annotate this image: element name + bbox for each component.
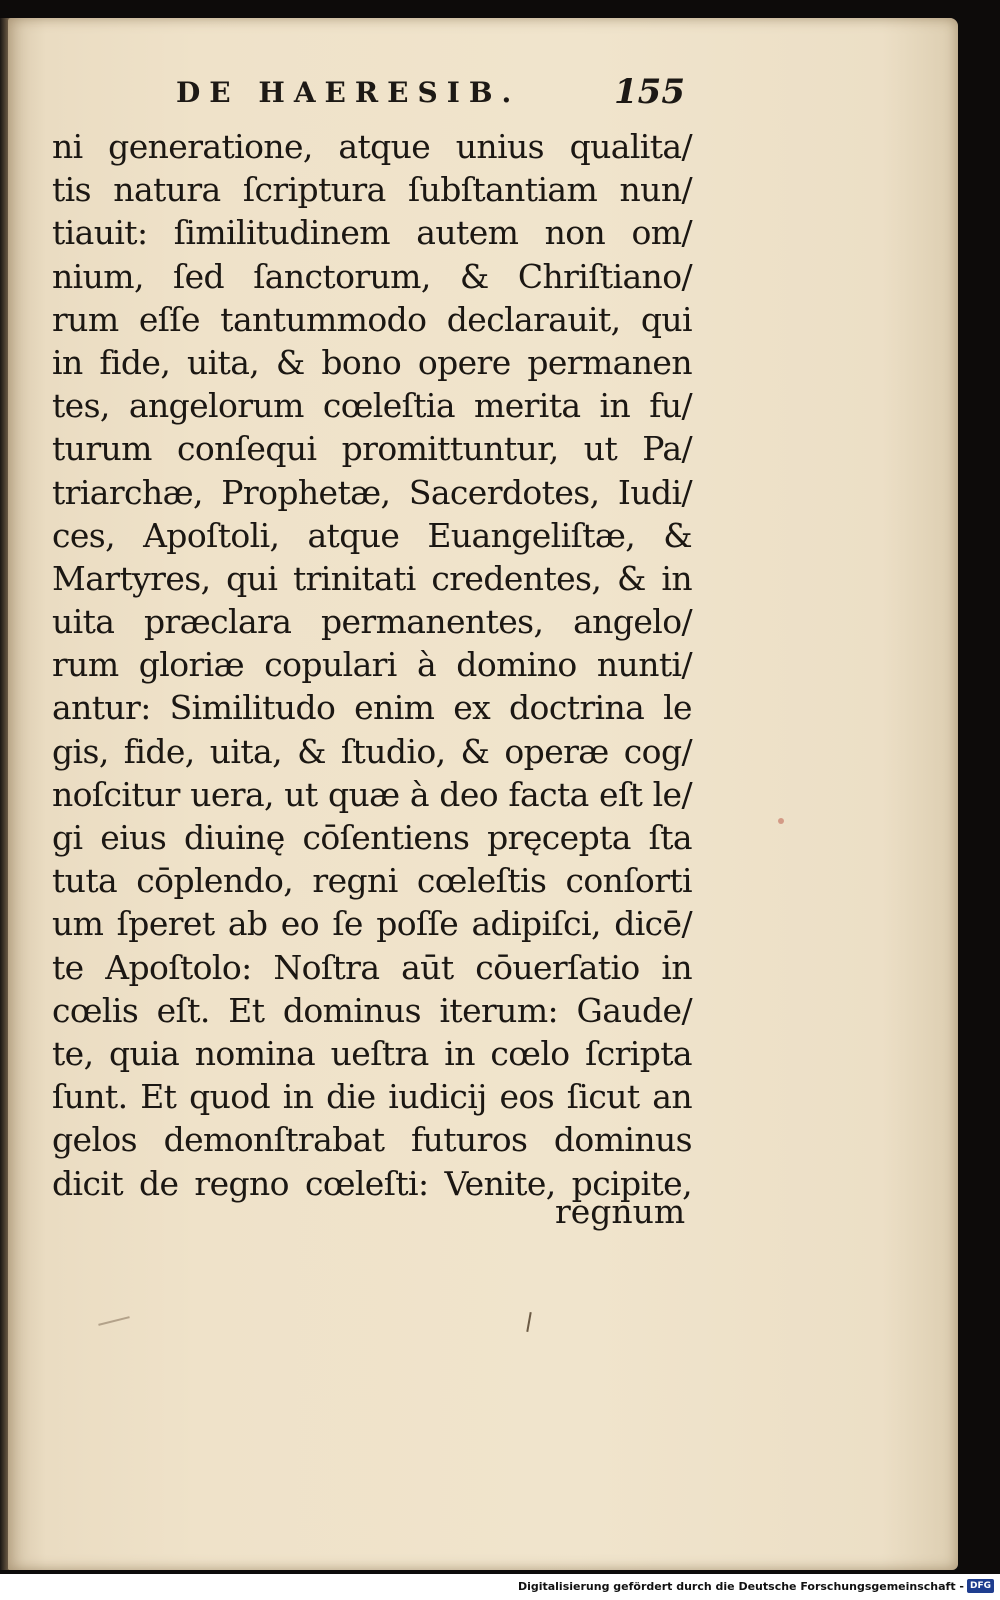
text-line: gis, fide, uita, & ſtudio, & operæ cog/ [52, 731, 692, 771]
text-line: triarchæ, Prophetæ, Sacerdotes, Iudi/ [52, 472, 692, 512]
page-number: 155 [614, 72, 685, 112]
running-head [176, 70, 685, 112]
text-line: noſcitur uera, ut quæ à deo facta eſt le/ [52, 774, 692, 814]
text-line: Martyres, qui trinitati credentes, & in [52, 558, 692, 598]
text-line: in fide, uita, & bono opere permanen [52, 342, 692, 382]
text-line: rum eſſe tantummodo declarauit, qui [52, 299, 692, 339]
digitization-footer [0, 1574, 1000, 1600]
text-line: dicit de regno cœleſti: Venite, pcipite, [52, 1163, 692, 1203]
text-line: ces, Apoſtoli, atque Euangeliſtæ, & [52, 515, 692, 555]
body-text [52, 125, 692, 1205]
dfg-logo-icon: DFG [967, 1579, 994, 1593]
paper-stain [778, 818, 784, 824]
text-line: tes, angelorum cœleſtia merita in fu/ [52, 386, 692, 426]
text-line: rum gloriæ copulari à domino nunti/ [52, 645, 692, 685]
text-line: turum conſequi promittuntur, ut Pa/ [52, 429, 692, 469]
funding-credit: Digitalisierung gefördert durch die Deutsche Forschungsgemeinschaft - [517, 1580, 964, 1593]
text-line: cœlis eſt. Et dominus iterum: Gaude/ [52, 990, 692, 1030]
text-line: ni generatione, atque unius qualita/ [52, 127, 692, 166]
text-line: uita præclara permanentes, angelo/ [52, 602, 692, 642]
text-line: tuta cōplendo, regni cœleſtis conſorti [52, 861, 692, 901]
running-head-title: DE HAERESIB. [176, 76, 521, 109]
faint-ink-mark [526, 1312, 531, 1332]
text-line: tis natura ſcriptura ſubſtantiam nun/ [52, 170, 692, 210]
text-line: tiauit: ſimilitudinem autem non om/ [52, 213, 692, 253]
text-line: te Apoſtolo: Noſtra aūt cōuerſatio in [52, 947, 692, 987]
faint-ink-mark [98, 1316, 130, 1326]
text-line: te, quia nomina ueſtra in cœlo ſcripta [52, 1033, 692, 1073]
text-line: gi eius diuinę cōſentiens pręcepta ſta [52, 818, 692, 857]
text-line: ſunt. Et quod in die iudicij eos ſicut an [52, 1077, 692, 1117]
text-line: gelos demonſtrabat futuros dominus [52, 1120, 692, 1160]
catchword: regnum [555, 1192, 686, 1231]
text-line: um ſperet ab eo ſe poſſe adipiſci, dicē/ [52, 904, 692, 944]
text-line: nium, ſed ſanctorum, & Chriſtiano/ [52, 256, 692, 296]
text-line: antur: Similitudo enim ex doctrina le [52, 688, 692, 728]
